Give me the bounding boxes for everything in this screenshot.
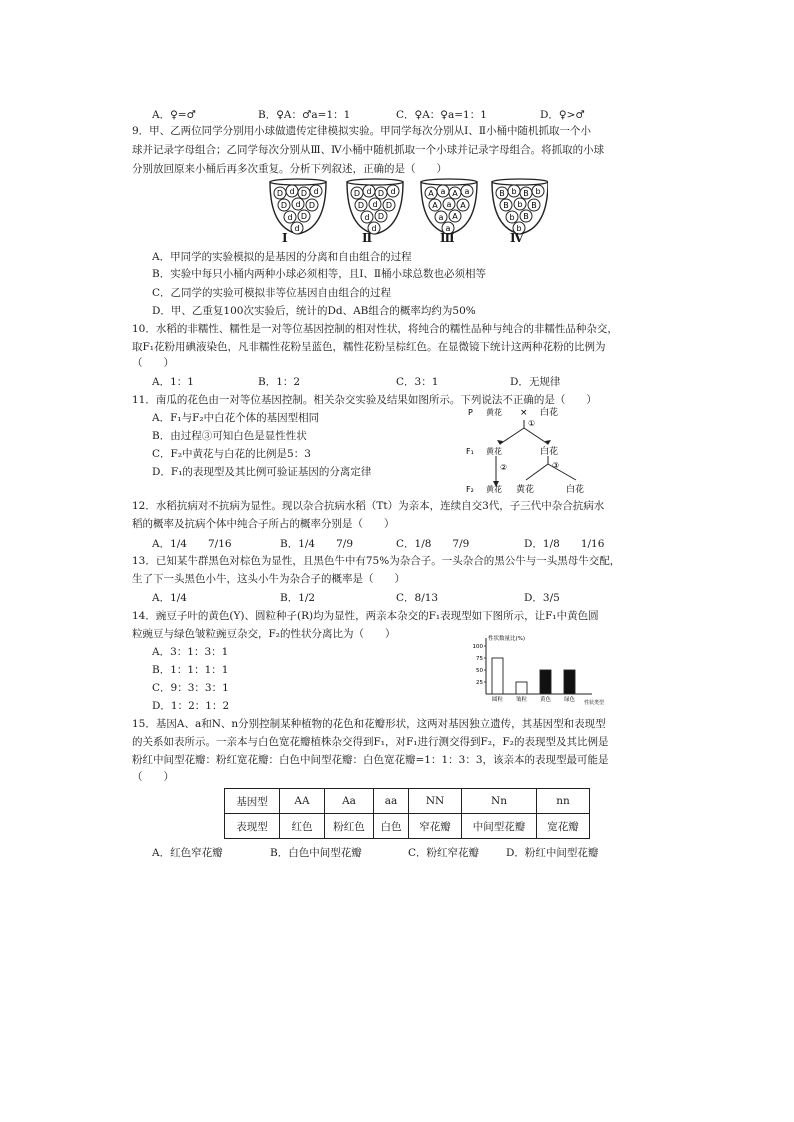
q11-option-d: D．F₁的表现型及其比例可验证基因的分离定律 bbox=[152, 466, 372, 478]
table-cell: 表现型 bbox=[225, 814, 280, 839]
ball-letter: A bbox=[452, 212, 458, 221]
q15-stem-line-1: 15．基因A、a和N、n分别控制某种植物的花色和花瓣形状，这两对基因独立遗传，其基因型和表现型 bbox=[132, 718, 606, 730]
ball-letter: b bbox=[517, 200, 523, 209]
urn-label-1: Ⅰ bbox=[282, 231, 288, 245]
urn-rim bbox=[492, 179, 548, 185]
q10-stem-line-1: 10．水稻的非糯性、糯性是一对等位基因控制的相对性状，将纯合的糯性品种与纯合的非糯性品种杂交， bbox=[132, 323, 618, 335]
label-f2-white: 白花 bbox=[566, 485, 585, 494]
bar-皱粒 bbox=[516, 682, 527, 694]
ball-letter: a bbox=[446, 200, 452, 209]
cross-arrows bbox=[496, 420, 576, 484]
q9-stem-line-1: 9．甲、乙两位同学分别用小球做遗传定律模拟实验。甲同学每次分别从Ⅰ、Ⅱ小桶中随机抓取一个小 bbox=[132, 125, 591, 137]
label-p-yellow: 黄花 bbox=[486, 408, 502, 417]
label-step-2: ② bbox=[500, 463, 508, 472]
ball-letter: a bbox=[440, 187, 446, 196]
table-cell: 粉红色 bbox=[325, 814, 374, 839]
q9-option-c: C．乙同学的实验可模拟非等位基因自由组合的过程 bbox=[152, 287, 392, 299]
ball-letter: D bbox=[385, 201, 393, 210]
ball-letter: d bbox=[289, 187, 295, 196]
table-cell: 窄花瓣 bbox=[409, 814, 462, 839]
label-f2-yellow-left: 黄花 bbox=[486, 485, 502, 494]
ball-letter: D bbox=[300, 212, 308, 221]
urn-3 bbox=[421, 179, 477, 234]
urn-rim bbox=[270, 179, 326, 185]
q15-stem-line-4: （ ） bbox=[132, 771, 174, 783]
q13-option-a: A．1/4 bbox=[152, 592, 187, 604]
cross-diagram bbox=[464, 404, 614, 494]
urn-rim bbox=[347, 179, 403, 185]
ball-letter: a bbox=[464, 187, 470, 196]
q10-stem-line-3: （ ） bbox=[132, 357, 174, 369]
urn-label-3: Ⅲ bbox=[440, 231, 455, 245]
ball-letter: D bbox=[300, 189, 308, 198]
y-tick-label: 75 bbox=[476, 656, 483, 662]
q10-option-d: D．无规律 bbox=[510, 376, 561, 388]
table-cell: NN bbox=[409, 789, 462, 814]
q14-stem-line-2: 粒豌豆与绿色皱粒豌豆杂交，F₂的性状分离比为（ ） bbox=[132, 628, 396, 640]
q15-option-a: A．红色窄花瓣 bbox=[152, 847, 223, 859]
q12-option-d: D．1/8 1/16 bbox=[524, 538, 605, 550]
table-row bbox=[225, 814, 590, 839]
q11-stem: 11．南瓜的花色由一对等位基因控制。相关杂交实验及结果如图所示。下列说法不正确的是（ ） bbox=[132, 394, 597, 406]
ball-letter: d bbox=[287, 213, 293, 222]
label-cross: × bbox=[520, 408, 528, 418]
q14-stem-line-1: 14．豌豆子叶的黄色(Y)、圆粒种子(R)均为显性，两亲本杂交的F₁表现型如下图所示，让F₁中黄色圆 bbox=[132, 610, 599, 622]
bar-黄色 bbox=[540, 670, 551, 694]
table-cell: 白色 bbox=[374, 814, 409, 839]
table-row bbox=[225, 789, 590, 814]
ball-letter: b bbox=[535, 187, 541, 196]
q15-option-b: B．白色中间型花瓣 bbox=[270, 847, 362, 859]
label-f2: F₂ bbox=[466, 485, 474, 494]
bar-绿色 bbox=[564, 670, 575, 694]
label-p: P bbox=[468, 408, 473, 417]
urn-label-4: Ⅳ bbox=[510, 231, 524, 245]
q14-option-c: C．9：3：3：1 bbox=[152, 682, 229, 694]
ball-letter: B bbox=[503, 201, 509, 210]
y-tick-label: 25 bbox=[476, 680, 483, 686]
label-step-1: ① bbox=[528, 419, 536, 428]
ball-letter: d bbox=[364, 213, 370, 222]
urn-1 bbox=[270, 179, 326, 234]
q14-option-b: B．1：1：1：1 bbox=[152, 664, 229, 676]
urn-4 bbox=[492, 179, 548, 234]
ball-letter: b bbox=[516, 224, 522, 233]
q11-option-a: A．F₁与F₂中白花个体的基因型相同 bbox=[152, 412, 320, 424]
q11-option-c: C．F₂中黄花与白花的比例是5：3 bbox=[152, 448, 311, 460]
table-cell: aa bbox=[374, 789, 409, 814]
ball-letter: A bbox=[432, 201, 438, 210]
label-step-3: ③ bbox=[552, 461, 560, 470]
q12-option-a: A．1/4 7/16 bbox=[152, 538, 232, 550]
table-cell: 红色 bbox=[280, 814, 325, 839]
ball-letter: d bbox=[295, 200, 301, 209]
table-cell: Nn bbox=[462, 789, 537, 814]
q14-option-d: D．1：2：1：2 bbox=[152, 700, 230, 712]
q10-stem-line-2: 取F₁花粉用碘液染色，凡非糯性花粉呈蓝色，糯性花粉呈棕红色。在显微镜下统计这两种花粉的比例为 bbox=[132, 341, 606, 353]
q10-option-b: B．1：2 bbox=[258, 376, 301, 388]
trait-ratio-bar-chart bbox=[462, 634, 612, 706]
x-tick-label: 黄色 bbox=[539, 697, 552, 703]
x-tick-label: 皱粒 bbox=[515, 697, 528, 703]
table-cell: Aa bbox=[325, 789, 374, 814]
q15-stem-line-2: 的关系如表所示。一亲本与白色宽花瓣植株杂交得到F₁，对F₁进行测交得到F₂，F₂的表现型及其比例是 bbox=[132, 736, 609, 748]
ball-letter: B bbox=[499, 189, 505, 198]
y-axis-label: 性状数量比(%) bbox=[488, 636, 526, 642]
q13-option-d: D．3/5 bbox=[524, 592, 560, 604]
ball-letter: D bbox=[377, 212, 385, 221]
q13-stem-line-1: 13．已知某牛群黑色对棕色为显性，且黑色牛中有75%为杂合子。一头杂合的黑公牛与一头黑母牛交配， bbox=[132, 555, 621, 567]
q11-option-b: B．由过程③可知白色是显性性状 bbox=[152, 430, 307, 442]
ball-letter: d bbox=[371, 224, 377, 233]
q13-option-b: B．1/2 bbox=[280, 592, 316, 604]
bar-圆粒 bbox=[492, 658, 503, 694]
label-f1-yellow: 黄花 bbox=[486, 447, 502, 456]
urn-rim bbox=[421, 179, 477, 185]
ball-letter: D bbox=[377, 189, 385, 198]
q8-option-d: D．♀>♂ bbox=[540, 109, 585, 121]
q13-option-c: C．8/13 bbox=[396, 592, 439, 604]
ball-letter: D bbox=[280, 201, 288, 210]
ball-letter: d bbox=[372, 200, 378, 209]
q9-option-d: D．甲、乙重复100次实验后，统计的Dd、AB组合的概率均约为50% bbox=[152, 305, 476, 317]
table-cell: nn bbox=[537, 789, 590, 814]
y-tick-label: 50 bbox=[476, 668, 483, 674]
ball-letter: A bbox=[452, 189, 458, 198]
q10-option-a: A．1：1 bbox=[152, 376, 194, 388]
q13-stem-line-2: 生了下一头黑色小牛，这头小牛为杂合子的概率是（ ） bbox=[132, 573, 405, 585]
ball-letter: D bbox=[276, 189, 284, 198]
ball-letter: D bbox=[353, 189, 361, 198]
urn-label-2: Ⅱ bbox=[362, 231, 373, 245]
q8-option-c: C．♀A：♀a=1：1 bbox=[396, 109, 487, 121]
q15-option-d: D．粉红中间型花瓣 bbox=[506, 847, 599, 859]
label-f1: F₁ bbox=[466, 447, 474, 456]
x-tick-label: 绿色 bbox=[563, 697, 576, 703]
urn-2 bbox=[347, 179, 403, 234]
ball-letter: D bbox=[308, 201, 316, 210]
ball-letter: a bbox=[445, 224, 451, 233]
q8-option-b: B．♀A：♂a=1：1 bbox=[258, 109, 351, 121]
ball-letter: A bbox=[460, 201, 466, 210]
ball-letter: a bbox=[438, 213, 444, 222]
x-tick-label: 圆粒 bbox=[491, 697, 504, 703]
q10-option-c: C．3：1 bbox=[396, 376, 439, 388]
ball-letter: d bbox=[313, 187, 319, 196]
ball-letter: d bbox=[366, 187, 372, 196]
genotype-phenotype-table bbox=[224, 788, 590, 839]
x-axis-label: 性状类型 bbox=[583, 700, 605, 706]
table-cell: 基因型 bbox=[225, 789, 280, 814]
label-f1-white: 白花 bbox=[540, 447, 559, 457]
q8-option-a: A．♀=♂ bbox=[152, 109, 196, 121]
q15-stem-line-3: 粉红中间型花瓣：粉红宽花瓣：白色中间型花瓣：白色宽花瓣=1：1：3：3，该亲本的表现型最可能是 bbox=[132, 754, 609, 766]
ball-letter: b bbox=[509, 213, 515, 222]
q14-option-a: A．3：1：3：1 bbox=[152, 646, 229, 658]
ball-letter: A bbox=[428, 189, 434, 198]
ball-letter: D bbox=[357, 201, 365, 210]
q12-option-c: C．1/8 7/9 bbox=[396, 538, 470, 550]
q9-stem-line-2: 球并记录字母组合；乙同学每次分别从Ⅲ、Ⅳ小桶中随机抓取一个小球并记录字母组合。将抓取的小球 bbox=[132, 144, 605, 156]
q12-option-b: B．1/4 7/9 bbox=[280, 538, 354, 550]
label-p-white: 白花 bbox=[540, 408, 559, 418]
q9-option-b: B．实验中每只小桶内两种小球必须相等，且Ⅰ、Ⅱ桶小球总数也必须相等 bbox=[152, 268, 486, 280]
ball-letter: b bbox=[511, 187, 517, 196]
table-cell: 中间型花瓣 bbox=[462, 814, 537, 839]
table-cell: AA bbox=[280, 789, 325, 814]
ball-letter: d bbox=[294, 224, 300, 233]
q9-option-a: A．甲同学的实验模拟的是基因的分离和自由组合的过程 bbox=[152, 251, 412, 263]
q9-stem-line-3: 分别放回原来小桶后再多次重复。分析下列叙述，正确的是（ ） bbox=[132, 163, 447, 175]
ball-letter: d bbox=[390, 187, 396, 196]
q12-stem-line-2: 稻的概率及抗病个体中纯合子所占的概率分别是（ ） bbox=[132, 518, 395, 530]
label-f2-yellow: 黄花 bbox=[516, 485, 535, 494]
ball-letter: B bbox=[531, 201, 537, 210]
table-cell: 宽花瓣 bbox=[537, 814, 590, 839]
q15-option-c: C．粉红窄花瓣 bbox=[408, 847, 480, 859]
urn-diagram bbox=[248, 176, 548, 246]
y-tick-label: 100 bbox=[472, 644, 483, 650]
ball-letter: B bbox=[523, 212, 529, 221]
q12-stem-line-1: 12．水稻抗病对不抗病为显性。现以杂合抗病水稻（Tt）为亲本，连续自交3代，子三代中杂合抗病水 bbox=[132, 500, 605, 512]
ball-letter: B bbox=[523, 189, 529, 198]
